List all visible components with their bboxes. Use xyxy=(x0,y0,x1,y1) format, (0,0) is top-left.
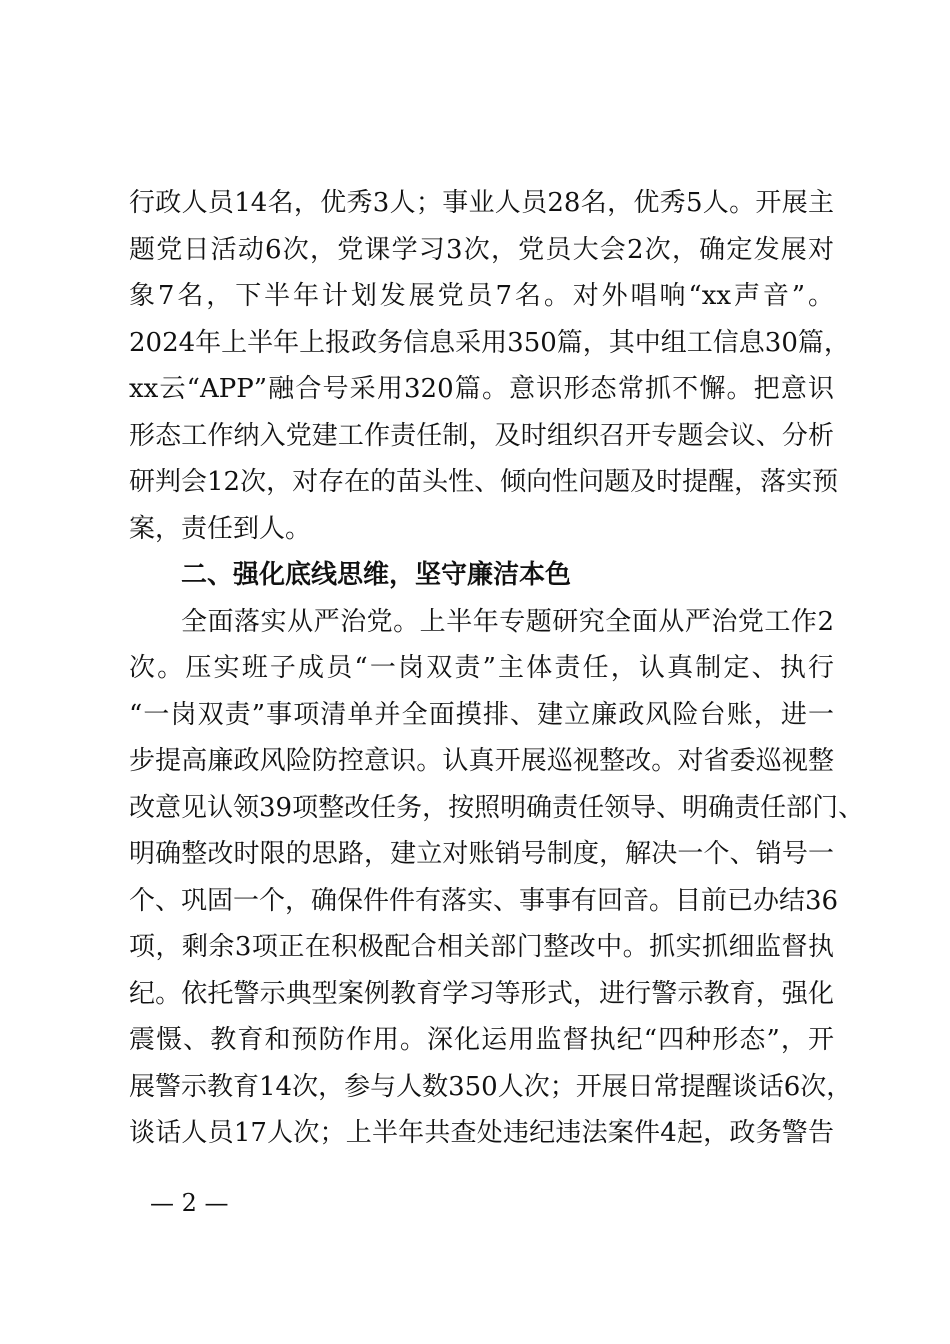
document-body xyxy=(129,180,865,1157)
paragraph-line: 步提高廉政风险防控意识。认真开展巡视整改。对省委巡视整 xyxy=(129,746,834,776)
paragraph-line: 震慑、教育和预防作用。深化运用监督执纪“四种形态”，开 xyxy=(129,1025,834,1055)
paragraph-line: “一岗双责”事项清单并全面摸排、建立廉政风险台账，进一 xyxy=(129,699,834,730)
paragraph-line: 改意见认领39项整改任务，按照明确责任领导、明确责任部门、 xyxy=(129,792,865,823)
paragraph-line: xx云“APP”融合号采用320篇。意识形态常抓不懈。把意识 xyxy=(129,374,834,404)
paragraph-line: 明确整改时限的思路，建立对账销号制度，解决一个、销号一 xyxy=(129,839,834,869)
page-number: — 2 — xyxy=(150,1189,229,1217)
paragraph-line: 个、巩固一个，确保件件有落实、事事有回音。目前已办结36 xyxy=(129,885,839,916)
paragraph-line: 全面落实从严治党。上半年专题研究全面从严治党工作2 xyxy=(181,606,834,637)
paragraph-line: 项，剩余3项正在积极配合相关部门整改中。抓实抓细监督执 xyxy=(129,932,834,962)
paragraph-line: 谈话人员17人次；上半年共查处违纪违法案件4起，政务警告 xyxy=(129,1118,834,1148)
paragraph-line: 展警示教育14次，参与人数350人次；开展日常提醒谈话6次， xyxy=(129,1071,853,1102)
paragraph-line: 次。压实班子成员“一岗双责”主体责任，认真制定、执行 xyxy=(129,653,834,683)
paragraph-line: 研判会12次，对存在的苗头性、倾向性问题及时提醒，落实预 xyxy=(129,467,839,497)
paragraph-line: 案，责任到人。 xyxy=(129,513,312,544)
paragraph-line: 2024年上半年上报政务信息采用350篇，其中组工信息30篇， xyxy=(129,327,850,358)
paragraph-line: 象7名，下半年计划发展党员7名。对外唱响“xx声音”。 xyxy=(129,281,834,311)
section-heading: 二、强化底线思维，坚守廉洁本色 xyxy=(181,560,572,590)
paragraph-line: 行政人员14名，优秀3人；事业人员28名，优秀5人。开展主 xyxy=(129,188,834,218)
paragraph-line: 形态工作纳入党建工作责任制，及时组织召开专题会议、分析 xyxy=(129,420,834,451)
paragraph-line: 题党日活动6次，党课学习3次，党员大会2次，确定发展对 xyxy=(129,234,834,265)
paragraph-line: 纪。依托警示典型案例教育学习等形式，进行警示教育，强化 xyxy=(129,978,834,1009)
